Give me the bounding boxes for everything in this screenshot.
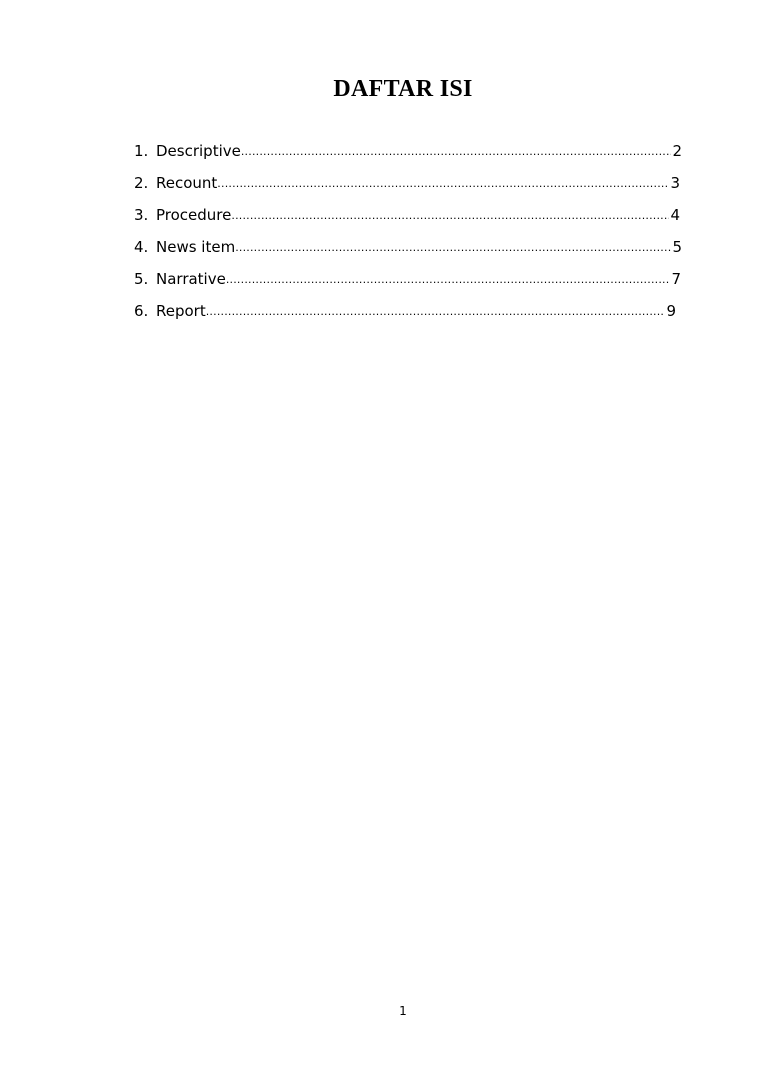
toc-entry[interactable] <box>134 300 676 332</box>
toc-dot-leader <box>206 301 666 323</box>
toc-entry[interactable] <box>134 268 681 300</box>
toc-entry-number: 1. <box>134 142 149 160</box>
toc-entry-number: 5. <box>134 270 149 288</box>
page-title: DAFTAR ISI <box>333 76 473 102</box>
toc-entry[interactable] <box>134 172 680 204</box>
toc-entry-label: News item <box>156 238 236 256</box>
toc-entry-number: 6. <box>134 302 149 320</box>
toc-entry-label: Descriptive <box>156 142 241 160</box>
toc-entry-number: 2. <box>134 174 149 192</box>
toc-entry-number: 4. <box>134 238 149 256</box>
toc-entry-page: 4 <box>670 206 680 224</box>
toc-entry-page: 9 <box>666 302 676 320</box>
toc-entry-label: Report <box>156 302 206 320</box>
toc-entry-page: 3 <box>670 174 680 192</box>
toc-entry-page: 7 <box>671 270 681 288</box>
toc-entry-page: 5 <box>672 238 682 256</box>
table-of-contents <box>134 140 694 332</box>
toc-entry[interactable] <box>134 204 680 236</box>
toc-dot-leader <box>235 237 671 259</box>
toc-entry-page: 2 <box>672 142 682 160</box>
toc-entry[interactable] <box>134 236 682 268</box>
toc-entry-label: Procedure <box>156 206 232 224</box>
page-number: 1 <box>399 1004 407 1018</box>
toc-entry[interactable] <box>134 140 682 172</box>
toc-dot-leader <box>226 269 671 291</box>
toc-dot-leader <box>231 205 669 227</box>
toc-dot-leader <box>217 173 669 195</box>
toc-entry-label: Recount <box>156 174 218 192</box>
toc-dot-leader <box>241 141 672 163</box>
toc-entry-number: 3. <box>134 206 149 224</box>
toc-entry-label: Narrative <box>156 270 226 288</box>
